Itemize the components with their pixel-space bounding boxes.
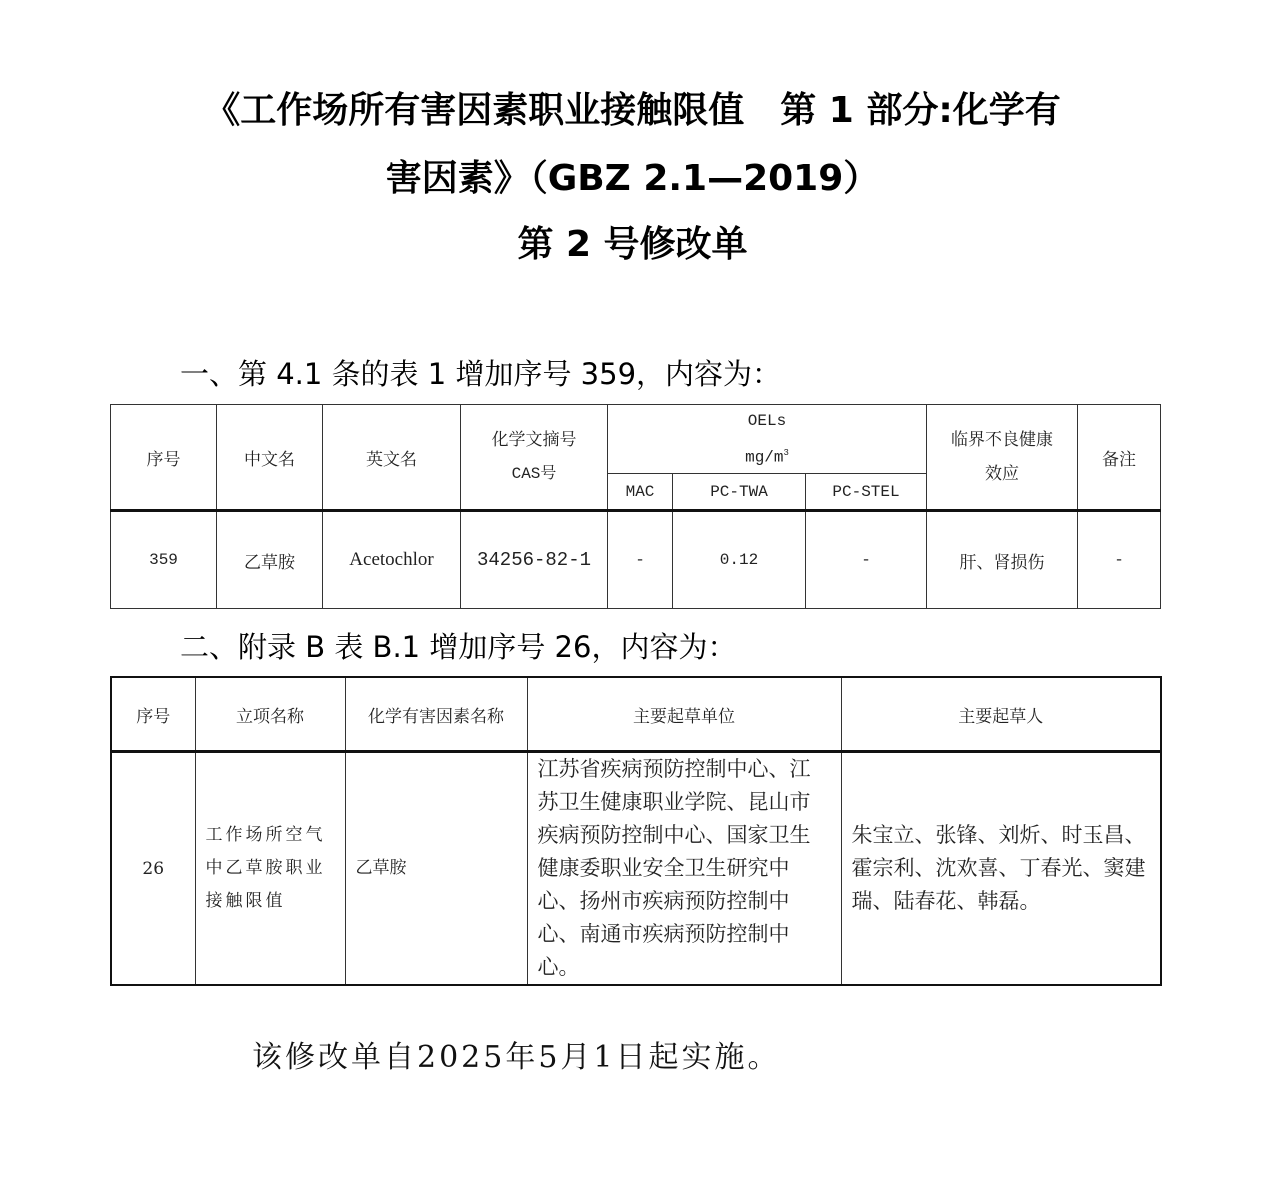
header-seq: 序号 bbox=[111, 405, 217, 511]
header-oels-label: OELs bbox=[747, 412, 787, 430]
header-effect-line1: 临界不良健康 bbox=[951, 430, 1053, 451]
header-health-effect bbox=[927, 405, 1078, 511]
header-drafters: 主要起草人 bbox=[841, 677, 1161, 752]
section-2-heading: 二、附录 B 表 B.1 增加序号 26，内容为： bbox=[180, 630, 737, 664]
oel-table bbox=[110, 404, 1161, 609]
cell-mac: - bbox=[608, 511, 673, 609]
cell-seq: 26 bbox=[111, 752, 195, 986]
cell-cn-name: 乙草胺 bbox=[217, 511, 323, 609]
header-project-name: 立项名称 bbox=[195, 677, 345, 752]
document-subtitle: 第 2 号修改单 bbox=[517, 224, 748, 265]
header-factor-name: 化学有害因素名称 bbox=[345, 677, 527, 752]
document-title-line-2: 害因素》（GBZ 2.1—2019） bbox=[385, 158, 880, 199]
cell-seq: 359 bbox=[111, 511, 217, 609]
effective-date-note: 该修改单自2025年5月1日起实施。 bbox=[252, 1040, 781, 1075]
cell-pc-twa: 0.12 bbox=[673, 511, 806, 609]
cell-project-name: 工作场所空气中乙草胺职业接触限值 bbox=[195, 752, 345, 986]
header-drafting-units: 主要起草单位 bbox=[527, 677, 841, 752]
header-cn-name: 中文名 bbox=[217, 405, 323, 511]
cell-pc-stel: - bbox=[806, 511, 927, 609]
header-oels-unit bbox=[608, 437, 926, 473]
unit-text: mg/m bbox=[745, 448, 784, 467]
cell-health-effect: 肝、肾损伤 bbox=[927, 511, 1078, 609]
section-1-heading: 一、第 4.1 条的表 1 增加序号 359，内容为： bbox=[180, 357, 782, 391]
cell-drafters: 朱宝立、张锋、刘炘、时玉昌、霍宗利、沈欢喜、丁春光、窦建瑞、陆春花、韩磊。 bbox=[841, 752, 1161, 986]
header-cas-line2: CAS号 bbox=[511, 465, 557, 484]
table-row bbox=[111, 511, 1161, 609]
header-cas-line1: 化学文摘号 bbox=[491, 430, 577, 451]
header-oels bbox=[608, 405, 927, 474]
header-cas bbox=[461, 405, 608, 511]
table-header-row bbox=[111, 405, 1161, 474]
header-remark: 备注 bbox=[1078, 405, 1161, 511]
header-mac: MAC bbox=[608, 474, 673, 511]
header-pc-twa: PC-TWA bbox=[673, 474, 806, 511]
drafting-info-table bbox=[110, 676, 1162, 986]
document-title-line-1: 《工作场所有害因素职业接触限值 第 1 部分:化学有 bbox=[204, 90, 1061, 131]
header-pc-stel: PC-STEL bbox=[806, 474, 927, 511]
cell-en-name: Acetochlor bbox=[323, 511, 461, 609]
header-en-name: 英文名 bbox=[323, 405, 461, 511]
cell-drafting-units: 江苏省疾病预防控制中心、江苏卫生健康职业学院、昆山市疾病预防控制中心、国家卫生健康委职业安全卫生研究中心、扬州市疾病预防控制中心、南通市疾病预防控制中心。 bbox=[527, 752, 841, 986]
header-effect-line2: 效应 bbox=[985, 464, 1019, 485]
header-seq: 序号 bbox=[111, 677, 195, 752]
table-row bbox=[111, 752, 1161, 986]
unit-superscript: 3 bbox=[783, 448, 789, 458]
cell-cas: 34256-82-1 bbox=[461, 511, 608, 609]
cell-factor-name: 乙草胺 bbox=[345, 752, 527, 986]
cell-remark: - bbox=[1078, 511, 1161, 609]
table-header-row bbox=[111, 677, 1161, 752]
